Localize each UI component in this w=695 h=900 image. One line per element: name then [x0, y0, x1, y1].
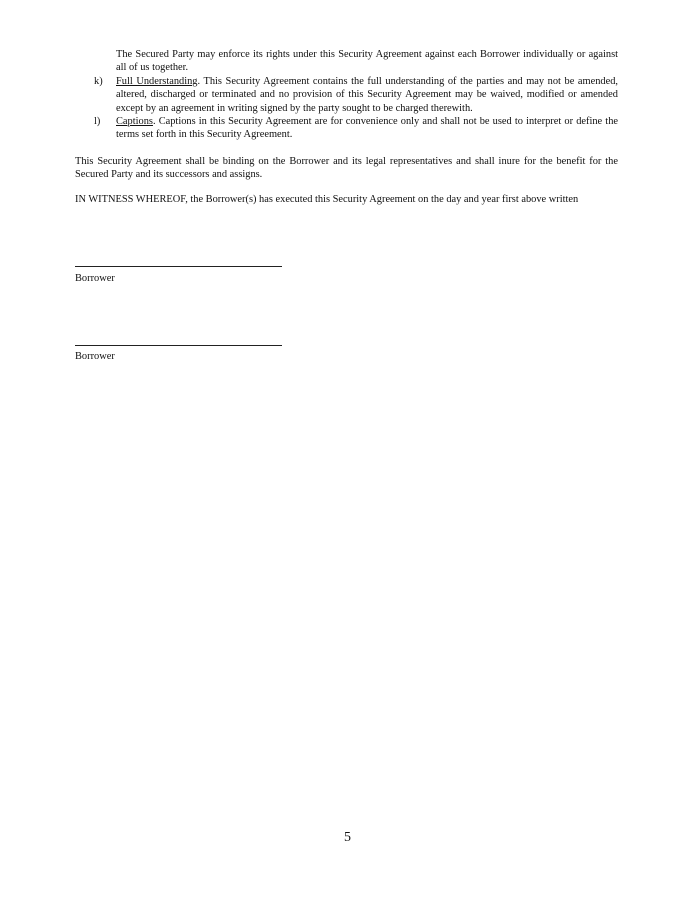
item-text: . Captions in this Security Agreement are for convenience only and shall not be used to interpret or define the terms set forth in this Security Agreement. [116, 116, 618, 141]
signature-line [75, 345, 282, 346]
signature-label: Borrower [75, 273, 115, 284]
binding-paragraph: This Security Agreement shall be binding on the Borrower and its legal representatives and shall inure for the benefit for the Secured Party and its successors and assigns. [75, 156, 618, 181]
signature-label: Borrower [75, 351, 115, 362]
witness-paragraph: IN WITNESS WHEREOF, the Borrower(s) has executed this Security Agreement on the day and year first above written [75, 194, 579, 205]
continued-paragraph: The Secured Party may enforce its rights under this Security Agreement against each Borrower individually or against all of us together. [116, 49, 618, 74]
item-body [116, 115, 618, 142]
page-number: 5 [344, 830, 351, 845]
signature-line [75, 266, 282, 267]
item-body [116, 75, 618, 115]
item-heading: Full Understanding [116, 76, 198, 87]
item-heading: Captions [116, 116, 153, 127]
item-label: l) [94, 116, 101, 127]
item-label: k) [94, 76, 103, 87]
item-text: . This Security Agreement contains the full understanding of the parties and may not be amended, altered, discharged or terminated and no provision of this Security Agreement may be waived, modified or amended except by an agreement in writing signed by the party sought to be charged therewith. [116, 76, 618, 114]
